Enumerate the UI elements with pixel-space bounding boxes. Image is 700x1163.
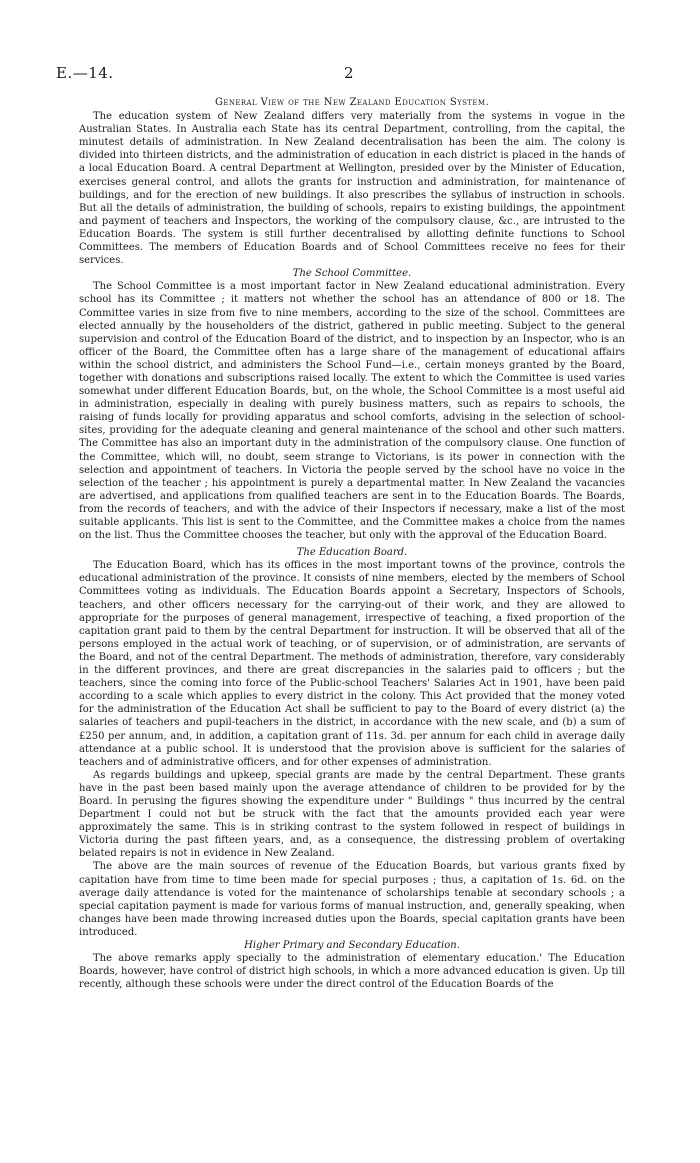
section-heading-higher: Higher Primary and Secondary Education. — [244, 940, 460, 951]
section-heading-committee: The School Committee. — [292, 268, 412, 280]
paragraph: As regards buildings and upkeep, special grants are made by the central Department. These grants have in the past been based mainly upon the average attendance of children to be provided for by the Board. In perusing the figures showing the expenditure under " Buildings " thus incurred by the central Department I could not but be struck with the fact that the amounts provided each year were approximately the same. This is in striking contrast to the system followed in respect of buildings in Victoria during the past fifteen years, and, as a consequence, the distressing problem of overtaking belated repairs is not in evidence in New Zealand. — [79, 769, 625, 860]
paragraph: The Education Board, which has its offices in the most important towns of the province, controls the educational administration of the province. It consists of nine members, elected by the members of School Committees voting as individuals. The Education Boards appoint a Secretary, Inspectors of Schools, teachers, and other officers necessary for the carrying-out of their work, and they are allowed to appropriate for the purposes of general management, irrespective of teaching, a fixed proportion of the capitation grant paid to them by the central Department for instruction. It will be observed that all of the persons employed in the actual work of teaching, or of supervision, or of administration, are servants of the Board, and not of the central Department. The methods of administration, therefore, vary considerably in the different provinces, and there are great discrepancies in the salaries paid to officers ; but the teachers, since the coming into force of the Public-school Teachers' Salaries Act in 1901, have been paid according to a scale which applies to every district in the colony. This Act provided that the money voted for the administration of the Education Act shall be sufficient to pay to the Board of every district (a) the salaries of teachers and pupil-teachers in the district, in accordance with the new scale, and (b) a sum of £250 per annum, and, in addition, a capitation grant of 11s. 3d. per annum for each child in average daily attendance at a public school. It is understood that the provision above is sufficient for the salaries of teachers and of administrative officers, and for other expenses of administration. — [79, 560, 625, 768]
document-reference: E.—14. — [56, 64, 114, 82]
paragraph: The above remarks apply specially to the administration of elementary education.' The Education Boards, however, have control of district high schools, in which a more advanced education is given. Up till recently, although these schools were under the direct control of the Education Boards of the — [79, 953, 625, 991]
page-number: 2 — [344, 64, 354, 82]
paragraph: The School Committee is a most important factor in New Zealand educational administration. Every school has its Committee ; it matters not whether the school has an attendance of 800 or 18. The Committee varies in size from five to nine members, according to the size of the school. Committees are elected annually by the householders of the district, gathered in public meeting. Subject to the general supervision and control of the Education Board of the district, and to inspection by an Inspector, who is an officer of the Board, the Committee often has a large share of the management of educational affairs within the school district, and administers the School Fund—i.e., certain moneys granted by the Board, together with donations and subscriptions raised locally. The extent to which the Committee is used varies somewhat under different Education Boards, but, on the whole, the School Committee is a most useful aid in administration, especially in dealing with purely business matters, such as repairs to schools, the raising of funds locally for providing apparatus and school comforts, advising in the selection of school-sites, providing for the adequate cleaning and general maintenance of the school and other such matters. The Committee has also an important duty in the administration of the compulsory clause. One function of the Committee, which will, no doubt, seem strange to Victorians, is its power in connection with the selection and appointment of teachers. In Victoria the people served by the school have no voice in the selection of the teacher ; his appointment is purely a departmental matter. In New Zealand the vacancies are advertised, and applications from qualified teachers are sent in to the Education Boards. The Boards, from the records of teachers, and with the advice of their Inspectors if necessary, make a list of the most suitable applicants. This list is sent to the Committee, and the Committee makes a choice from the names on the list. Thus the Committee chooses the teacher, but only with the approval of the Education Board. — [79, 281, 625, 542]
paragraph: The above are the main sources of revenue of the Education Boards, but various grants fixed by capitation have from time to time been made for special purposes ; thus, a capitation of 1s. 6d. on the average daily attendance is voted for the maintenance of scholarships tenable at secondary schools ; a special capitation payment is made for various forms of manual instruction, and, generally speaking, when changes have been made throwing increased duties upon the Boards, special capitation grants have been introduced. — [79, 861, 625, 938]
page-body — [79, 96, 625, 991]
page-header — [56, 64, 644, 86]
section-heading-general: General View of the New Zealand Education System. — [214, 97, 490, 108]
paragraph: The education system of New Zealand differs very materially from the systems in vogue in the Australian States. In Australia each State has its central Department, controlling, from the capital, the minutest details of administration. In New Zealand decentralisation has been the aim. The colony is divided into thirteen districts, and the administration of education in each district is placed in the hands of a local Education Board. A central Department at Wellington, presided over by the Minister of Education, exercises general control, and allots the grants for instruction and administration, for maintenance of buildings, and for the erection of new buildings. It also prescribes the syllabus of instruction in schools. But all the details of administration, the building of schools, repairs to existing buildings, the appointment and payment of teachers and Inspectors, the working of the compulsory clause, &c., are intrusted to the Education Boards. The system is still further decentralised by allotting definite functions to School Committees. The members of Education Boards and of School Committees receive no fees for their services. — [79, 111, 625, 267]
section-heading-board: The Education Board. — [296, 547, 408, 559]
